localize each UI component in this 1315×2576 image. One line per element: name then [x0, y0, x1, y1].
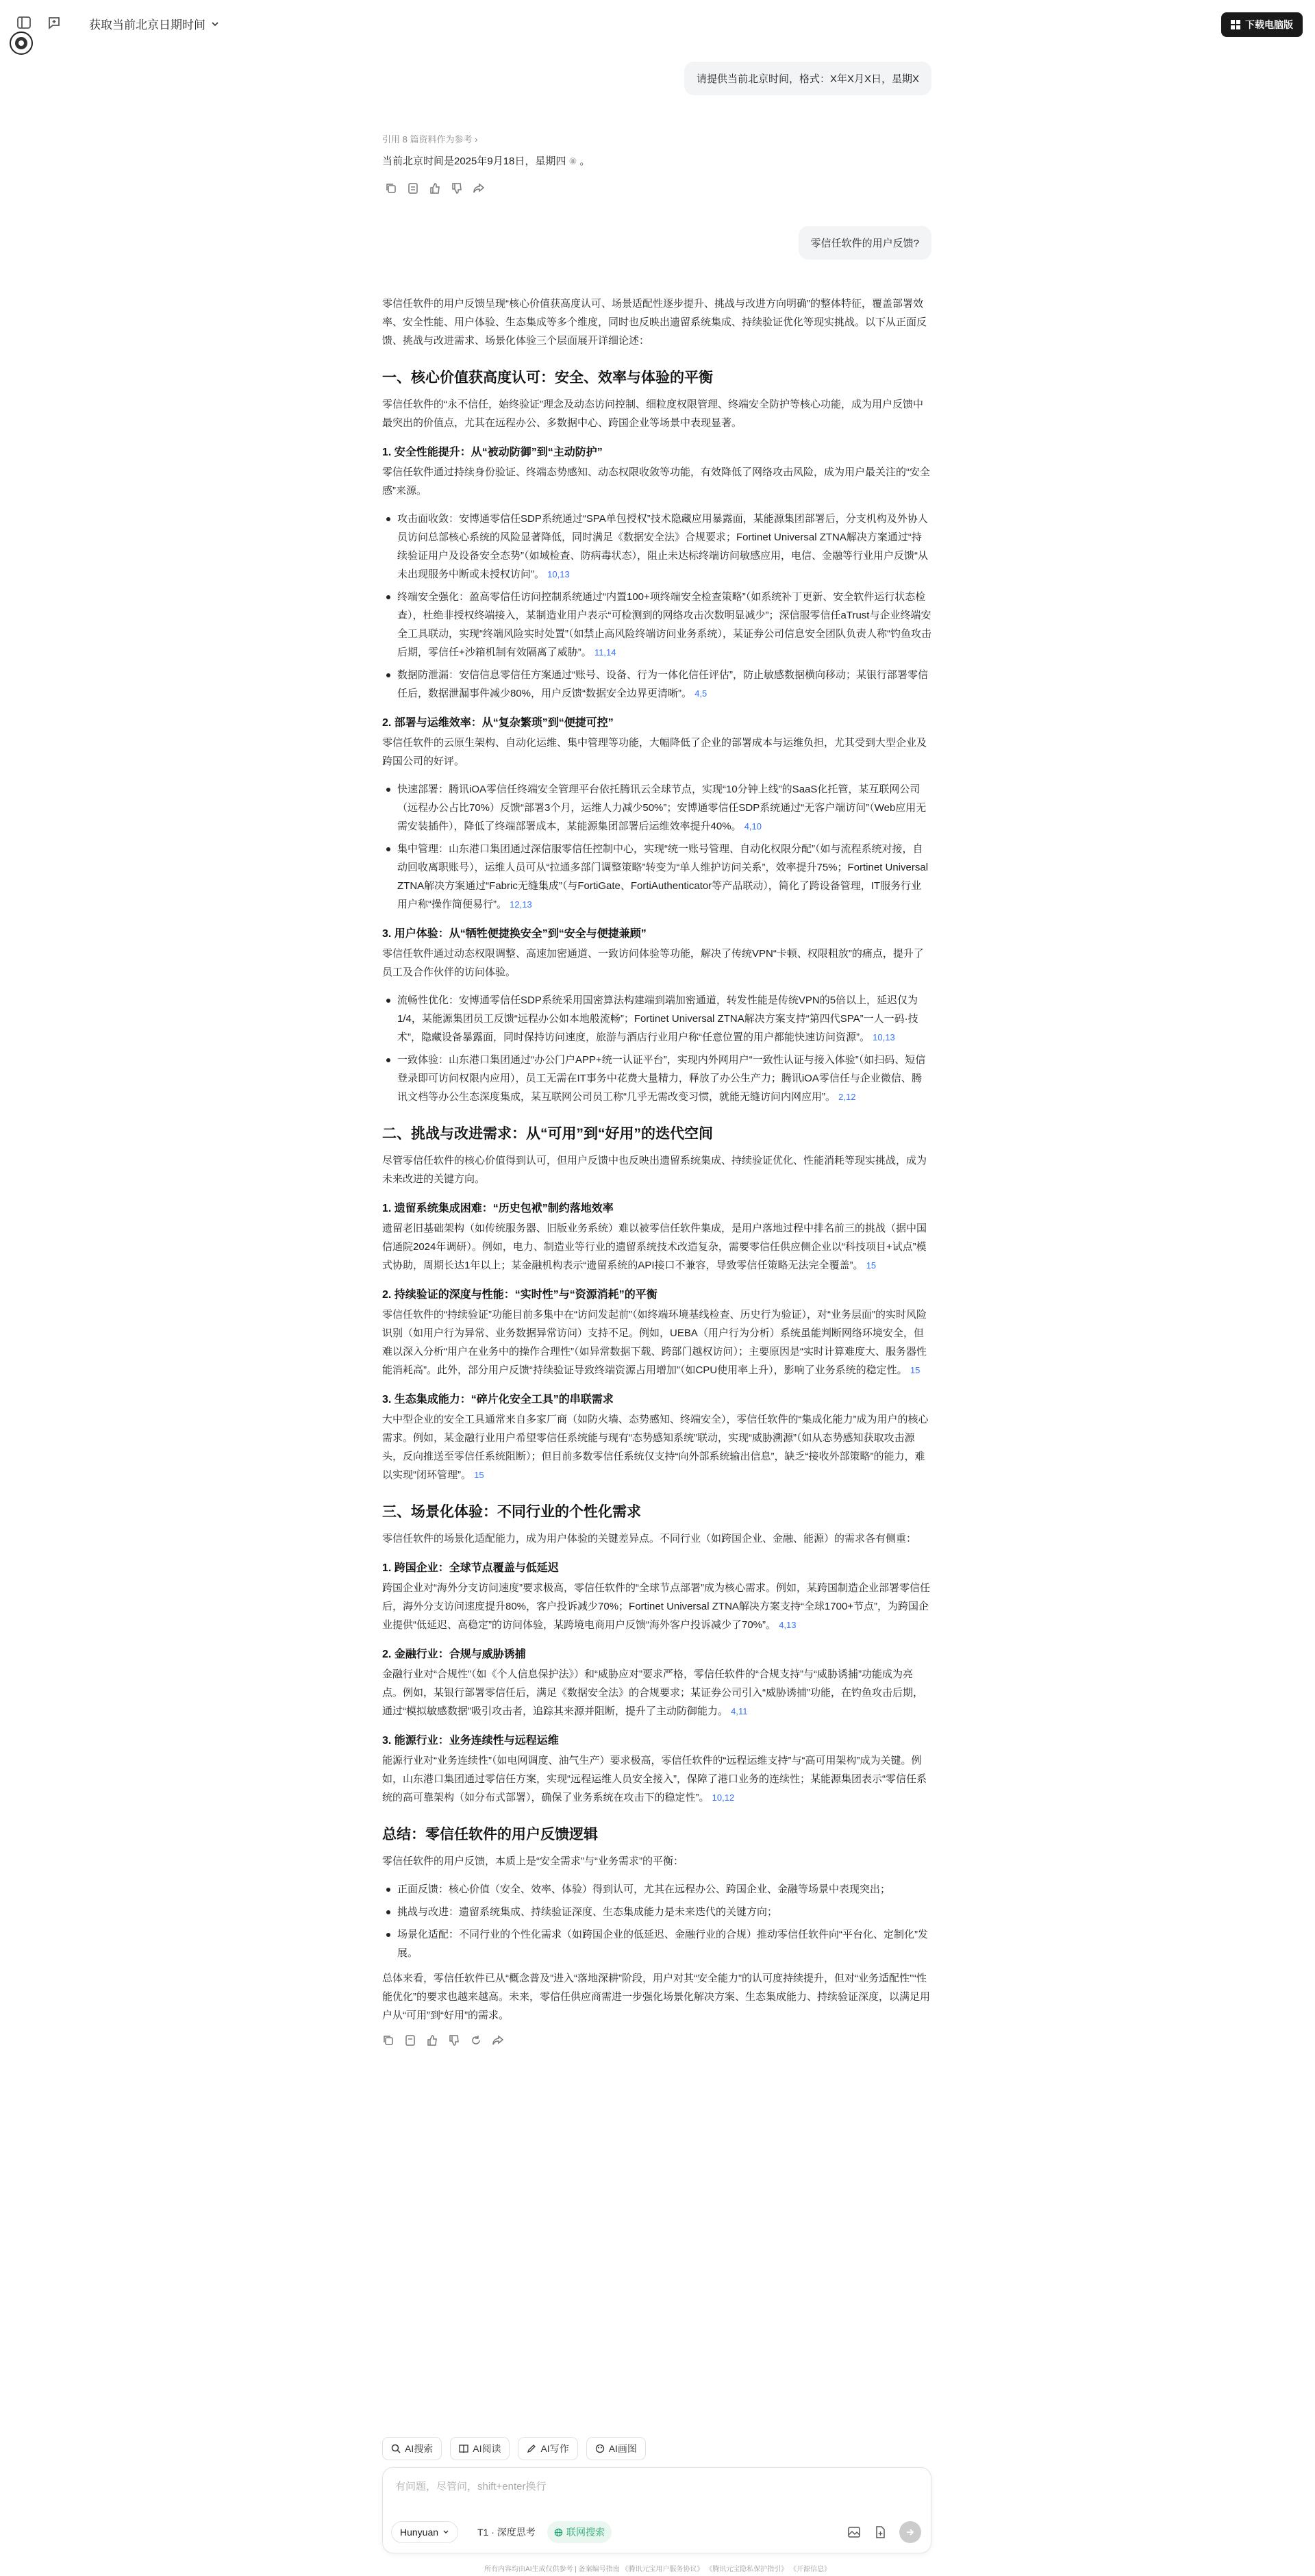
subparagraph-2-3: 大中型企业的安全工具通常来自多家厂商（如防火墙、态势感知、终端安全），零信任软件的“集成化能力”成为用户的核心需求。例如，某金融行业用户希望零信任系统能与现有“态势感知系统”联动，实现“威胁溯源”（如从态势感知获取攻击源头，反向推送至零信任系统阻断）；但目前多数零信任系统仅支持“向外部系统输出信息”，缺乏“接收外部策略”的能力，难以实现“闭环管理”。 15 — [382, 1414, 929, 1481]
copy-icon[interactable] — [382, 2034, 394, 2047]
subparagraph-2-2: 零信任软件的“持续验证”功能目前多集中在“访问发起前”（如终端环境基线检查、历史行为验证），对“业务层面”的实时风险识别（如用户行为异常、业务数据异常访问）支持不足。例如，UEBA（用户行为分析）系统虽能判断网络环境安全，但难以深入分析“用户在业务中的操作合理性”（如异常数据下载、跨部门越权访问）；主要原因是“实时计算难度大、服务器性能消耗高”。此外，部分用户反馈“持续验证导致终端资源占用增加”（如CPU使用率上升），影响了业务系统的稳定性。 15 — [382, 1309, 927, 1376]
citation-link[interactable]: 4,11 — [731, 1706, 748, 1716]
subparagraph-3-1: 跨国企业对“海外分支访问速度”要求极高，零信任软件的“全球节点部署”成为核心需求。例如，某跨国制造企业部署零信任后，海外分支访问速度提升80%，客户投诉减少70%；Fortinet Universal ZTNA解决方案支持“全球1700+节点”，为跨国企业提供“低延迟、高稳定”的访问体验，某跨境电商用户反馈“海外客户投诉减少了70%”。 4,13 — [382, 1582, 930, 1631]
section-1-paragraph: 零信任软件的“永不信任，始终验证”理念及动态访问控制、细粒度权限管理、终端安全防护等核心功能，成为用户反馈中最突出的价值点，尤其在远程办公、多数据中心、跨国企业等场景中表现显著。 — [382, 399, 923, 429]
image-icon — [595, 2444, 605, 2453]
chat-input[interactable] — [382, 2467, 931, 2553]
citation-badge[interactable]: ⑧ — [568, 156, 577, 166]
chevron-down-icon — [211, 20, 219, 28]
share-icon[interactable] — [473, 182, 485, 195]
references-text: 引用 8 篇资料作为参考 — [382, 134, 473, 145]
share-icon[interactable] — [492, 2034, 504, 2047]
globe-icon — [554, 2528, 563, 2537]
list-item: 流畅性优化：安博通零信任SDP系统采用国密算法构建端到端加密通道，转发性能是传统VPN的5倍以上，延迟仅为1/4，某能源集团员工反馈“远程办公如本地般流畅”；Fortinet Universal ZTNA解决方案支持“第四代SPA”一人一码·技术”，隐藏设备暴露面，同时保持访问速度，旅游与酒店行业用户称“任意位置的用户都能快速访问资源”。 10,13 — [382, 991, 931, 1047]
subparagraph-2-1: 遗留老旧基础架构（如传统服务器、旧版业务系统）难以被零信任软件集成，是用户落地过程中排名前三的挑战（据中国信通院2024年调研）。例如，电力、制造业等行业的遗留系统技术改造复杂，需要零信任供应侧企业以“科技项目+试点”模式协助，周期长达1年以上；某金融机构表示“遗留系统的API接口不兼容，导致零信任策略无法完全覆盖”。 15 — [382, 1223, 927, 1271]
search-icon — [391, 2444, 401, 2453]
model-selector[interactable]: Hunyuan — [391, 2521, 458, 2543]
citation-link[interactable]: 15 — [866, 1260, 877, 1271]
subheading-3-3: 3. 能源行业：业务连续性与远程运维 — [382, 1735, 559, 1747]
list-item: 一致体验：山东港口集团通过“办公门户APP+统一认证平台”，实现内外网用户“一致性认证与接入体验”（如扫码、短信登录即可访问权限内应用），员工无需在IT事务中花费大量精力，释放了办公生产力；腾讯iOA零信任与企业微信、腾讯文档等办公生态深度集成，某互联网公司员工称“几乎无需改变习惯，就能无缝访问内网应用”。 2,12 — [382, 1051, 931, 1106]
list-item: 挑战与改进：遗留系统集成、持续验证深度、生态集成能力是未来迭代的关键方向； — [382, 1903, 931, 1921]
copy-icon[interactable] — [385, 182, 397, 195]
app-logo[interactable] — [10, 32, 33, 55]
shortcut-ai-search[interactable]: AI搜索 — [382, 2437, 442, 2460]
summary-paragraph: 零信任软件的用户反馈，本质上是“安全需求”与“业务需求”的平衡： — [382, 1855, 684, 1867]
section-heading-2: 二、挑战与改进需求：从“可用”到“好用”的迭代空间 — [382, 1126, 713, 1142]
pen-icon — [527, 2444, 536, 2453]
conversation-title-text: 获取当前北京日期时间 — [89, 18, 205, 32]
thumbs-down-icon[interactable] — [448, 2034, 460, 2047]
share-doc-icon[interactable] — [404, 2034, 416, 2047]
subparagraph-3-3: 能源行业对“业务连续性”（如电网调度、油气生产）要求极高，零信任软件的“远程运维支持”与“高可用架构”成为关键。例如，山东港口集团通过零信任方案，实现“远程运维人员安全接入”，保障了港口业务的连续性；某能源集团表示“零信任系统的高可靠架构（如分布式部署），确保了业务系统在攻击下的稳定性”。 10,12 — [382, 1755, 927, 1803]
assistant-answer-1: 当前北京时间是2025年9月18日，星期四 ⑧ 。 — [382, 155, 590, 167]
summary-list — [382, 1880, 931, 1962]
subheading-2-3: 3. 生态集成能力：“碎片化安全工具”的串联需求 — [382, 1394, 614, 1405]
list-item: 攻击面收敛：安博通零信任SDP系统通过“SPA单包授权”技术隐藏应用暴露面，某能源集团部署后，分支机构及外协人员访问总部核心系统的风险显著降低，同时满足《数据安全法》合规要求；Fortinet Universal ZTNA解决方案通过“持续验证用户及设备安全态势”（如域检查、防病毒状态），阻止未达标终端访问敏感应用，电信、金融等行业用户反馈“从未出现服务中断或未授权访问”。 10,13 — [382, 510, 931, 584]
list-item: 数据防泄漏：安信信息零信任方案通过“账号、设备、行为一体化信任评估”，防止敏感数据横向移动；某银行部署零信任后，数据泄漏事件减少80%，用户反馈“数据安全边界更清晰”。 4,5 — [382, 666, 931, 703]
subheading-2-2: 2. 持续验证的深度与性能：“实时性”与“资源消耗”的平衡 — [382, 1289, 658, 1301]
list-item: 集中管理：山东港口集团通过深信服零信任控制中心，实现“统一账号管理、自动化权限分配”（如与流程系统对接，自动回收离职账号），运维人员可从“拉通多部门调整策略”转变为“单人维护访问关系”，效率提升75%；Fortinet Universal ZTNA解决方案通过“Fabric无缝集成”（与FortiGate、FortiAuthenticator等产品联动），简化了跨设备管理，IT服务行业用户称“操作简便易行”。 12,13 — [382, 840, 931, 914]
shortcut-ai-draw[interactable]: AI画图 — [586, 2437, 646, 2460]
section-heading-3: 三、场景化体验：不同行业的个性化需求 — [382, 1504, 641, 1520]
composer-area — [382, 2437, 931, 2538]
subheading-2-1: 1. 遗留系统集成困难：“历史包袱”制约落地效率 — [382, 1203, 614, 1214]
download-desktop-button[interactable] — [1221, 12, 1303, 37]
list-item: 终端安全强化：盈高零信任访问控制系统通过“内置100+项终端安全检查策略”（如系统补丁更新、安全软件运行状态检查），杜绝非授权终端接入，某制造业用户表示“可检测到的网络攻击次数明显减少”；深信服零信任aTrust与企业终端安全工具联动，实现“终端风险实时处置”（如禁止高风险终端访问业务系统），某证券公司信息安全团队负责人称“钓鱼攻击后期，零信任+沙箱机制有效隔离了威胁”。 11,14 — [382, 588, 931, 662]
list-1-3 — [382, 991, 931, 1106]
new-chat-icon[interactable] — [45, 14, 63, 32]
subheading-1-2: 2. 部署与运维效率：从“复杂繁琐”到“便捷可控” — [382, 717, 614, 729]
shortcut-ai-write[interactable]: AI写作 — [518, 2437, 577, 2460]
subparagraph-1-2: 零信任软件的云原生架构、自动化运维、集中管理等功能，大幅降低了企业的部署成本与运维负担，尤其受到大型企业及跨国公司的好评。 — [382, 737, 927, 767]
deep-think-toggle[interactable]: T1 · 深度思考 — [477, 2527, 536, 2538]
chevron-right-icon: › — [475, 134, 478, 145]
section-3-paragraph: 零信任软件的场景化适配能力，成为用户体验的关键差异点。不同行业（如跨国企业、金融、能源）的需求各有侧重： — [382, 1533, 917, 1545]
citation-link[interactable]: 2,12 — [838, 1092, 856, 1102]
section-heading-1: 一、核心价值获高度认可：安全、效率与体验的平衡 — [382, 370, 713, 386]
thumbs-up-icon[interactable] — [429, 182, 441, 195]
shortcut-bar — [382, 2437, 931, 2460]
section-2-paragraph: 尽管零信任软件的核心价值得到认可，但用户反馈中也反映出遗留系统集成、持续验证优化、性能消耗等现实挑战，成为未来改进的关键方向。 — [382, 1155, 927, 1185]
answer-1-actions — [385, 182, 485, 195]
thumbs-up-icon[interactable] — [426, 2034, 438, 2047]
citation-link[interactable]: 10,13 — [873, 1032, 895, 1042]
answer-1-text: 当前北京时间是2025年9月18日，星期四 — [382, 155, 566, 167]
citation-link[interactable]: 11,14 — [594, 647, 616, 658]
input-tools — [847, 2521, 921, 2543]
subheading-1-1: 1. 安全性能提升：从“被动防御”到“主动防护” — [382, 447, 603, 458]
citation-link[interactable]: 12,13 — [510, 899, 532, 910]
subparagraph-3-2: 金融行业对“合规性”（如《个人信息保护法》）和“威胁应对”要求严格，零信任软件的“合规支持”与“威胁诱捕”功能成为亮点。例如，某银行部署零信任后，满足《数据安全法》的合规要求；某证券公司引入“威胁诱捕”功能，在钓鱼攻击后期，通过“模拟敏感数据”吸引攻击者，追踪其来源并阻断，提升了主动防御能力。 4,11 — [382, 1668, 923, 1717]
footer-disclaimer: 所有内容均由AI生成仅供参考 | 备案编号指南 《腾讯元宝用户服务协议》 《腾讯元宝隐私保护指引》 《开源信息》 — [484, 2566, 831, 2573]
citation-link[interactable]: 10,12 — [712, 1792, 735, 1803]
subheading-3-1: 1. 跨国企业：全球节点覆盖与低延迟 — [382, 1562, 559, 1574]
windows-icon — [1231, 20, 1240, 29]
regenerate-icon[interactable] — [470, 2034, 482, 2047]
book-icon — [459, 2444, 468, 2453]
citation-link[interactable]: 4,5 — [694, 688, 707, 699]
share-doc-icon[interactable] — [407, 182, 419, 195]
list-1-1 — [382, 510, 931, 703]
citation-link[interactable]: 4,10 — [744, 821, 762, 831]
image-upload-icon[interactable] — [847, 2525, 861, 2539]
citation-link[interactable]: 10,13 — [547, 569, 570, 579]
list-1-2 — [382, 780, 931, 914]
references-link[interactable] — [382, 132, 477, 145]
download-desktop-label: 下载电脑版 — [1245, 19, 1293, 30]
file-upload-icon[interactable] — [873, 2525, 887, 2539]
chevron-down-icon — [442, 2529, 449, 2536]
list-item: 场景化适配：不同行业的个性化需求（如跨国企业的低延迟、金融行业的合规）推动零信任软件向“平台化、定制化”发展。 — [382, 1925, 931, 1962]
citation-link[interactable]: 4,13 — [779, 1620, 797, 1630]
conclusion-paragraph: 总体来看，零信任软件已从“概念普及”进入“落地深耕”阶段，用户对其“安全能力”的认可度持续提升，但对“业务适配性”“性能优化”的要求也越来越高。未来，零信任供应商需进一步强化场景化解决方案、生态集成能力、持续验证深度，以满足用户从“可用”到“好用”的需求。 — [382, 1973, 931, 2021]
list-item: 正面反馈：核心价值（安全、效率、体验）得到认可，尤其在远程办公、跨国企业、金融等场景中表现突出； — [382, 1880, 931, 1899]
send-button[interactable] — [899, 2521, 921, 2543]
conversation-title[interactable] — [89, 15, 219, 32]
assistant-answer-2 — [382, 295, 931, 2047]
answer-intro: 零信任软件的用户反馈呈现“核心价值获高度认可、场景适配性逐步提升、挑战与改进方向明确”的整体特征，覆盖部署效率、安全性能、用户体验、生态集成等多个维度，同时也反映出遗留系统集成、持续验证优化等现实挑战。以下从正面反馈、挑战与改进需求、场景化体验三个层面展开详细论述： — [382, 298, 927, 347]
user-message-2: 零信任软件的用户反馈? — [799, 226, 931, 260]
subparagraph-1-3: 零信任软件通过动态权限调整、高速加密通道、一致访问体验等功能，解决了传统VPN“卡顿、权限粗放”的痛点，提升了员工及合作伙伴的访问体验。 — [382, 948, 924, 978]
thumbs-down-icon[interactable] — [451, 182, 463, 195]
sidebar-toggle-icon[interactable] — [15, 14, 33, 32]
answer-2-actions — [382, 2034, 931, 2047]
top-bar — [0, 0, 1315, 47]
citation-link[interactable]: 15 — [474, 1470, 484, 1480]
list-item: 快速部署：腾讯iOA零信任终端安全管理平台依托腾讯云全球节点，实现“10分钟上线”的SaaS化托管，某互联网公司（远程办公占比70%）反馈“部署3个月，运维人力减少50%”；安博通零信任SDP系统通过“无客户端访问”（Web应用无需安装插件），降低了终端部署成本，某能源集团部署后运维效率提升40%。 4,10 — [382, 780, 931, 836]
shortcut-ai-read[interactable]: AI阅读 — [450, 2437, 510, 2460]
subheading-1-3: 3. 用户体验：从“牺牲便捷换安全”到“安全与便捷兼顾” — [382, 928, 647, 940]
subparagraph-1-1: 零信任软件通过持续身份验证、终端态势感知、动态权限收敛等功能，有效降低了网络攻击风险，成为用户最关注的“安全感”来源。 — [382, 466, 931, 497]
web-search-toggle[interactable]: 联网搜索 — [547, 2521, 612, 2543]
subheading-3-2: 2. 金融行业：合规与威胁诱捕 — [382, 1649, 526, 1660]
user-message-1: 请提供当前北京时间，格式：X年X月X日，星期X — [684, 62, 931, 95]
chat-input-placeholder: 有问题，尽管问，shift+enter换行 — [395, 2481, 547, 2492]
citation-link[interactable]: 15 — [910, 1365, 920, 1375]
summary-heading: 总结：零信任软件的用户反馈逻辑 — [382, 1827, 598, 1842]
send-arrow-icon — [905, 2527, 915, 2537]
